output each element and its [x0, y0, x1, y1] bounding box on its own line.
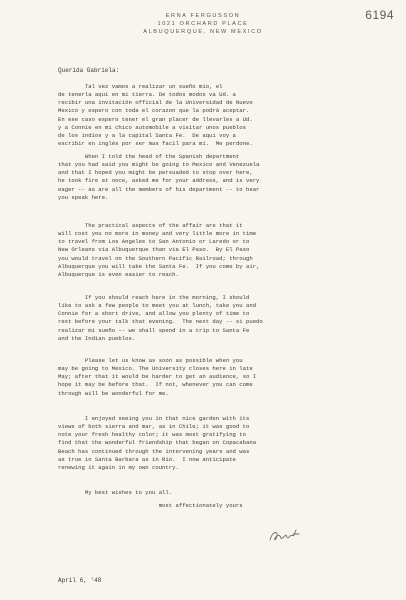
letterhead-address-2: ALBUQUERQUE, NEW MEXICO	[143, 29, 263, 35]
paragraph-1: Tal vez vamos a realizar un sueño mio, el de tenerla aqui en mi tierra. De todos modos va Ud. a recibir una invitación official de la Universidad de Nuevo Mexico y espero con toda el corazon que la podrá aceptar. En ese caso espero tener el gran placer de llevarles a Ud. y a Connie en mi chico automobile a visitar unos pueblos de los indios y a la capital Santa Fe. De aquí voy a escribir en inglés por ser mas facil para mí. Me perdone.	[58, 83, 253, 148]
paragraph-3: The practical aspects of the affair are that it will cost you no more in money and very little more in time to travel from Los Angeles to San Antonio or Laredo or to New Orleans via Albuquerque than via El Paso. By El Paso you would travel on the Southern Pacific Railroad; through Albuquerque you will take the Santa Fe. If you come by air, Albuquerque is even easier to reach.	[58, 222, 260, 278]
letter-date: April 6, '48	[58, 577, 102, 584]
closing-wishes: My best wishes to you all.	[58, 489, 173, 496]
letterhead	[0, 12, 406, 36]
letterhead-name: ERNA FERGUSSON	[165, 13, 241, 19]
handwritten-signature	[266, 526, 316, 546]
paragraph-6: I enjoyed seeing you in that nice garden with its views of both sierra and mar, as in Chile; it was good to note your fresh healthy color; it was most gratifying to find that the wonderful friendship that began on Copacabana Beach has continued through the intervening years and was as true in Santa Barbara as in Rio. I now anticipate renewing it again in my own country.	[58, 415, 257, 471]
paragraph-5: Please let us know as soon as possible when you may be going to Mexico. The University closes here in late May; after that it would be harder to get an audience, so I hope it may be before that. If not, whenever you can come through will be wonderful for me.	[58, 357, 257, 397]
letterhead-address-1: 1021 ORCHARD PLACE	[157, 21, 249, 27]
archive-number: 6194	[365, 8, 394, 22]
salutation: Querida Gabriela:	[58, 67, 120, 74]
paragraph-2: When I told the head of the Spanish department that you had said you might be going to Mexico and Venezuela and that I hoped you might be persuaded to stop over here, he took fire at once, asked me for your address, and is very eager -- as are all the members of his department -- to hear you speak here.	[58, 153, 260, 201]
paragraph-4: If you should reach here in the morning, I should like to ask a few people to meet you at lunch, take you and Connie for a short drive, and allow you plenty of time to rest before your talk that evening. The next day -- si puedo realizar mi sueño -- we shall spend in a trip to Santa Fe and the Indian pueblos.	[58, 294, 263, 342]
closing-valediction: most affectionately yours	[58, 502, 243, 509]
